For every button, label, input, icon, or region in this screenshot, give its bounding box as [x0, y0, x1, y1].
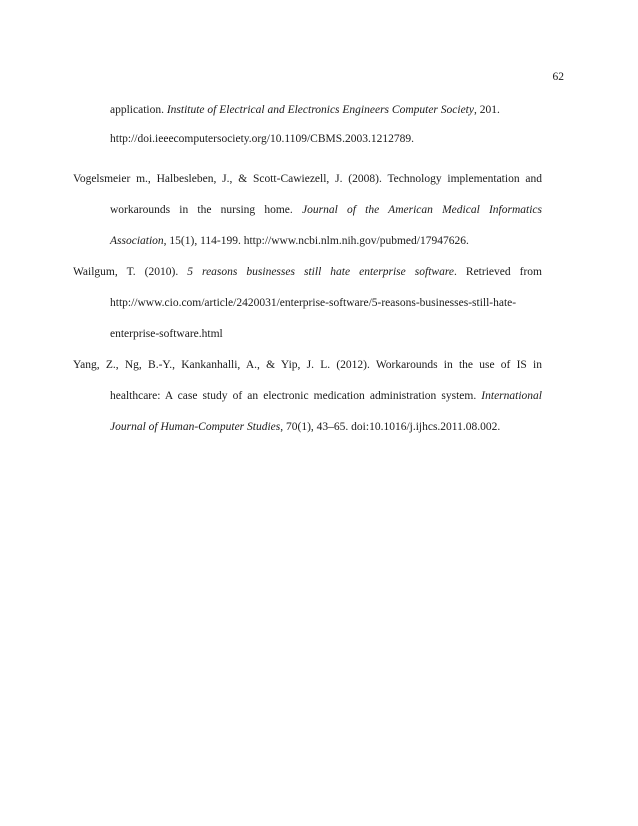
- reference-2-line-0: [73, 265, 542, 279]
- reference-1-line-1: [110, 203, 542, 217]
- reference-3-line-2: [110, 420, 500, 434]
- ref-text: , 70(1), 43–65. doi:10.1016/j.ijhcs.2011.08.002.: [280, 421, 501, 433]
- ref-url: http://doi.ieeecomputersociety.org/10.1109/CBMS.2003.1212789.: [110, 133, 414, 145]
- ref-journal: Journal of Human-Computer Studies: [110, 421, 281, 433]
- ref-journal: Journal of the American Medical Informatics: [302, 204, 542, 216]
- ref-text: , 15(1), 114-199. http://www.ncbi.nlm.nih.gov/pubmed/17947626.: [163, 235, 469, 247]
- reference-0-line-0: [110, 103, 500, 117]
- ref-text: Yang, Z., Ng, B.-Y., Kankanhalli, A., & Yip, J. L. (2012). Workarounds in the use of IS in: [73, 359, 542, 371]
- ref-text: application.: [110, 104, 167, 116]
- ref-text: healthcare: A case study of an electronic medication administration system.: [110, 390, 482, 402]
- ref-text: workarounds in the nursing home.: [110, 204, 302, 216]
- ref-title: 5 reasons businesses still hate enterprise software: [187, 266, 454, 278]
- ref-journal: International: [481, 390, 542, 402]
- reference-0-line-1: [110, 132, 414, 146]
- reference-3-line-1: [110, 389, 542, 403]
- ref-journal: Institute of Electrical and Electronics Engineers Computer Society: [166, 104, 474, 116]
- ref-text: Vogelsmeier m., Halbesleben, J., & Scott-Cawiezell, J. (2008). Technology implementation and: [73, 173, 542, 185]
- ref-text: Wailgum, T. (2010).: [73, 266, 188, 278]
- ref-text: . Retrieved from: [454, 266, 543, 278]
- reference-2-line-1: [110, 296, 516, 310]
- reference-3-line-0: [73, 358, 542, 372]
- ref-url: enterprise-software.html: [110, 328, 223, 340]
- ref-url: http://www.cio.com/article/2420031/enterprise-software/5-reasons-businesses-still-hate-: [110, 297, 517, 309]
- ref-text: , 201.: [473, 104, 500, 116]
- reference-2-line-2: [110, 327, 223, 341]
- ref-journal: Association: [110, 235, 164, 247]
- page-number: 62: [552, 71, 564, 83]
- reference-1-line-2: [110, 234, 469, 248]
- reference-1-line-0: [73, 172, 542, 186]
